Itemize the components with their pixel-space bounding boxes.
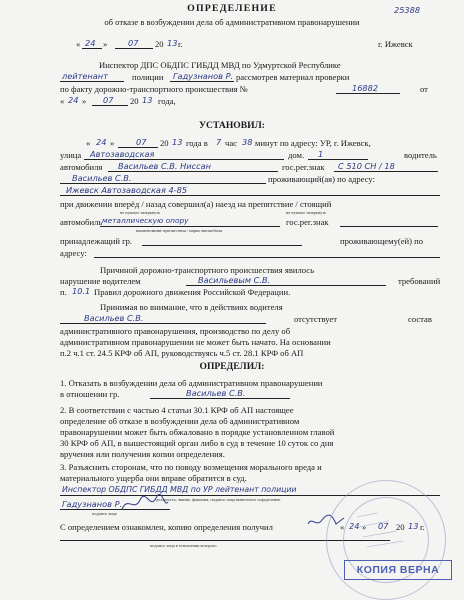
- acq-q1: «: [340, 522, 345, 532]
- consider-l3: административного правонарушения, производство по делу об: [60, 326, 291, 336]
- u-l3-owner: Васильев С.В. Ниссан: [118, 161, 211, 171]
- cause-l2-end: требований: [398, 276, 441, 286]
- sig-line1: Инспектор ОБДПС ГИБДД МВД по УР лейтенант полиции: [62, 485, 297, 494]
- u-l5-address: Ижевск Автозаводская 4-85: [66, 185, 188, 195]
- u-l1-end: минут по адресу: УР, г. Ижевск,: [255, 138, 371, 148]
- consider-l1: Принимая во внимание, что в действиях водителя: [100, 302, 283, 312]
- acq-day: 24: [349, 521, 360, 531]
- u-l2-street-label: улица: [60, 150, 82, 160]
- u-l1-month: 07: [136, 137, 147, 147]
- u-l8-end: проживающему(ей) по: [340, 236, 424, 246]
- u-l1-q2: »: [110, 138, 115, 148]
- u-l2-street: Автозаводская: [90, 149, 155, 159]
- intro-dtp-number: 16882: [352, 83, 379, 93]
- consider-l2-mid: отсутствует: [294, 314, 337, 324]
- cause-l3-point: 10.1: [72, 286, 91, 296]
- acq-year-suffix: г.: [420, 522, 425, 532]
- cause-l3-start: п.: [60, 287, 67, 297]
- copy-certified-stamp: КОПИЯ ВЕРНА: [344, 560, 452, 580]
- inspector-signature: [120, 494, 170, 514]
- u-l3-car-label: автомобиля: [60, 162, 103, 172]
- intro-inspector-name: Гадузнанов Р.: [173, 71, 234, 81]
- cause-l2-start: нарушение водителем: [60, 276, 141, 286]
- u-l6-note2: не нужное зачеркнуть: [286, 210, 327, 215]
- intro-line3-end: от: [420, 84, 428, 94]
- date-quote-close: »: [103, 39, 108, 49]
- u-l7-note: наименование препятствия / марка автомобиля: [136, 228, 222, 233]
- acq-year: 13: [408, 521, 419, 531]
- u-l4-person: Васильев С.В.: [72, 173, 132, 183]
- u-l3-plate-label: гос.рег.знак: [282, 162, 325, 172]
- u-l8-label: принадлежащий гр.: [60, 236, 133, 246]
- u-l1-hour-label: час: [225, 138, 237, 148]
- u-l1-hour: 7: [216, 137, 222, 147]
- consider-l2-name: Васильев С.В.: [84, 313, 144, 323]
- round-stamp: [326, 480, 446, 600]
- u-l7-label: автомобиль: [60, 217, 103, 227]
- document-title: ОПРЕДЕЛЕНИЕ: [187, 3, 277, 14]
- u-l2-house: 1: [318, 149, 324, 159]
- sig-line2-note: подпись лица: [92, 511, 117, 516]
- cause-l1: Причиной дорожно-транспортного происшествия явилось: [100, 265, 315, 275]
- intro-line3-start: по факту дорожно-транспортного происшествия №: [60, 84, 248, 94]
- acq-q2: »: [362, 522, 367, 532]
- acq-month: 07: [378, 521, 389, 531]
- document-number: 25388: [394, 5, 421, 15]
- ustanovil-heading: УСТАНОВИЛ:: [199, 120, 265, 131]
- u-l1-year-prefix: 20: [160, 138, 169, 148]
- op-p2-l4: 30 КРФ об АП, в вышестоящий орган либо в суд в течение 10 суток со дня: [60, 438, 334, 448]
- op-p2-l2: определение об отказе в возбуждении дела об административном: [60, 416, 300, 426]
- document-subtitle: об отказе в возбуждении дела об административном правонарушении: [104, 17, 360, 27]
- consider-l2-end: состав: [408, 314, 432, 324]
- sig-line2: Гадузнанов Р.: [62, 499, 123, 509]
- u-l3-plate: С 510 СН / 18: [338, 161, 395, 171]
- intro-l4-day: 24: [68, 95, 79, 105]
- date-month: 07: [128, 38, 139, 48]
- intro-l4-year: 13: [142, 95, 153, 105]
- op-p1-l2-start: в отношении гр.: [60, 389, 120, 399]
- intro-rank: лейтенант: [62, 71, 108, 81]
- u-l6-note1: не нужное зачеркнуть: [120, 210, 161, 215]
- intro-l4-month: 07: [103, 95, 114, 105]
- u-l1-day: 24: [96, 137, 107, 147]
- date-day: 24: [85, 38, 96, 48]
- op-p1-l1: 1. Отказать в возбуждении дела об административном правонарушении: [60, 378, 323, 388]
- op-p2-l3: правонарушении может быть обжаловано в порядке установленном главой: [60, 427, 335, 437]
- u-l7-obstacle: металлическую опору: [102, 216, 189, 225]
- op-p1-l2-name: Васильев С.В.: [186, 388, 246, 398]
- sig-line1-note: должность, звание, фамилия, подпись лица вынесшего определение: [156, 497, 281, 502]
- u-l2-driver: водитель: [404, 150, 437, 160]
- op-p3-l2: материального ущерба они вправе обратится в суд.: [60, 473, 247, 483]
- intro-line2-end: рассмотрев материал проверки: [236, 72, 350, 82]
- date-year-suffix: г.: [178, 39, 183, 49]
- u-l1-q1: «: [86, 138, 91, 148]
- opredelil-heading: ОПРЕДЕЛИЛ:: [199, 361, 265, 372]
- op-p2-l1: 2. В соответствии с частью 4 статьи 30.1 КРФ об АП настоящее: [60, 405, 294, 415]
- intro-line1: Инспектор ДПС ОБДПС ГИБДД МВД по Удмуртской Республике: [99, 60, 341, 70]
- u-l7-plate-label: гос.рег.знак: [286, 217, 329, 227]
- bottom-note: подпись лица в отношении которого: [150, 543, 217, 548]
- date-year-prefix: 20: [155, 39, 164, 49]
- u-l1-mid: года в: [186, 138, 208, 148]
- city: г. Ижевск: [378, 39, 413, 49]
- acq-year-prefix: 20: [396, 522, 405, 532]
- intro-line2-mid: полиции: [132, 72, 164, 82]
- date-quote-open: «: [76, 39, 81, 49]
- cause-l2-name: Васильевым С.В.: [198, 275, 271, 285]
- u-l9-label: адресу:: [60, 248, 87, 258]
- cause-l3-end: Правил дорожного движения Российской Федерации.: [94, 287, 291, 297]
- u-l4-end: проживающий(ая) по адресу:: [268, 174, 375, 184]
- acquainted-text: С определением ознакомлен, копию определения получил: [60, 522, 273, 532]
- u-l1-min: 38: [242, 137, 253, 147]
- op-p2-l5: вручения или получения копии определения.: [60, 449, 225, 459]
- u-l2-house-label: дом.: [288, 150, 305, 160]
- op-p3-l1: 3. Разъяснить сторонам, что по поводу возмещения морального вреда и: [60, 462, 322, 472]
- u-l1-year: 13: [172, 137, 183, 147]
- u-l6-text: при движении вперёд / назад совершил(а) наезд на препятствие / стоящий: [60, 199, 332, 209]
- intro-l4-year-prefix: 20: [130, 96, 139, 106]
- intro-l4-q1: «: [60, 96, 65, 106]
- intro-l4-q2: »: [82, 96, 87, 106]
- consider-l4: административном правонарушении не может быть начато. На основании: [60, 337, 331, 347]
- consider-l5: п.2 ч.1 ст. 24.5 КРФ об АП, руководствуясь ч.5 ст. 28.1 КРФ об АП: [60, 348, 304, 358]
- intro-l4-end: года,: [158, 96, 176, 106]
- date-year: 13: [167, 38, 178, 48]
